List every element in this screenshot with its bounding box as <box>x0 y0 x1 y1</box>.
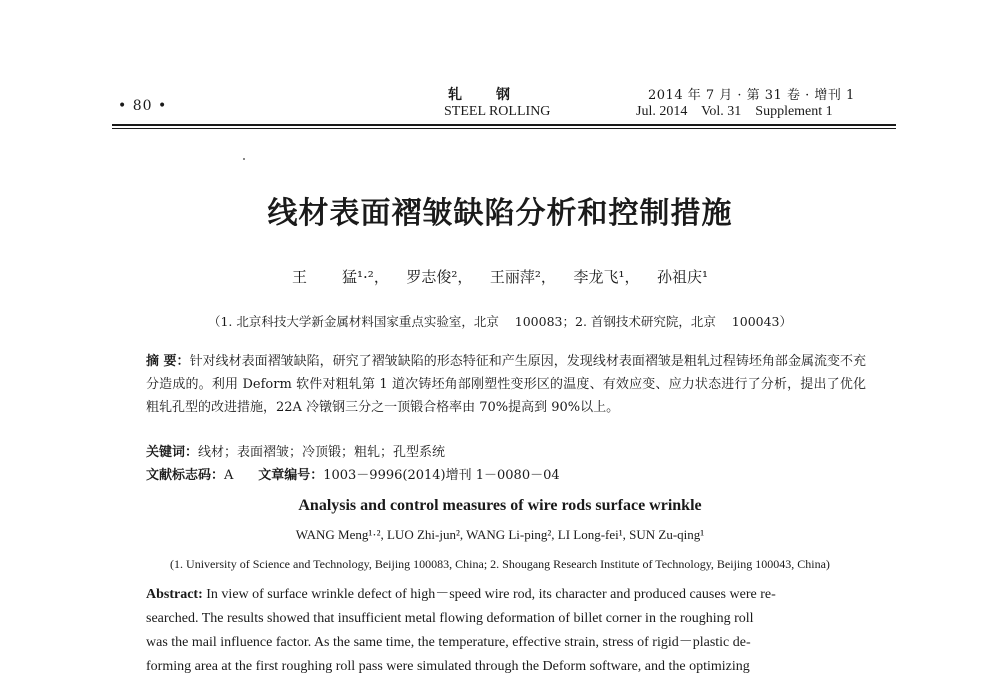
keywords-cn-text: 线材；表面褶皱；冷顶锻；粗轧；孔型系统 <box>198 445 446 460</box>
journal-name-en: STEEL ROLLING <box>444 104 551 119</box>
header-rule <box>112 124 896 126</box>
abstract-en <box>146 583 860 679</box>
abstract-en-line <box>146 583 860 607</box>
article-no-value: 1003－9996(2014)增刊 1－0080－04 <box>323 468 560 483</box>
journal-name-cn: 轧钢 <box>448 87 544 103</box>
abstract-en-line: was the mail influence factor. As the same time, the temperature, effective strain, stress of rigid－plastic de- <box>146 635 751 650</box>
affiliation-en: (1. University of Science and Technology, Beijing 100083, China; 2. Shougang Research Institute of Technology, Beijing 100043, China) <box>170 557 830 571</box>
document-info-cn <box>146 464 866 487</box>
affiliation-cn: （1. 北京科技大学新金属材料国家重点实验室，北京 100083；2. 首钢技术研究院，北京 100043） <box>207 314 793 329</box>
doc-code-value: A <box>224 468 234 483</box>
doc-code-label: 文献标志码： <box>146 468 225 483</box>
abstract-en-line-text: In view of surface wrinkle defect of high－speed wire rod, its character and produced causes were re- <box>206 587 776 602</box>
abstract-en-line: forming area at the first roughing roll pass were simulated through the Deform software, and the optimizing <box>146 659 750 674</box>
abstract-en-label: Abstract: <box>146 587 203 602</box>
authors-cn: 王 猛¹·²， 罗志俊²， 王丽萍²， 李龙飞¹， 孙祖庆¹ <box>291 268 709 286</box>
issue-info-en: Jul. 2014 Vol. 31 Supplement 1 <box>636 104 833 119</box>
abstract-en-line: searched. The results showed that insufficient metal flowing deformation of billet corner in the roughing roll <box>146 611 754 626</box>
keywords-cn-label: 关键词： <box>146 445 199 460</box>
header-rule-thin <box>112 128 896 129</box>
article-title-cn: 线材表面褶皱缺陷分析和控制措施 <box>267 196 733 231</box>
scan-speck <box>243 158 245 160</box>
page-number: • 80 • <box>118 98 168 114</box>
abstract-cn-text: 针对线材表面褶皱缺陷，研究了褶皱缺陷的形态特征和产生原因，发现线材表面褶皱是粗轧过程铸坯角部金属流变不充分造成的。利用 Deform 软件对粗轧第 1 道次铸坯角部刚塑性变形区的温度、有效应变、应力状态进行了分析，提出了优化粗轧孔型的改进措施，22A 冷镦钢三分之一顶锻合格率由 70%提高到 90%以上。 <box>146 354 866 415</box>
article-title-en: Analysis and control measures of wire rods surface wrinkle <box>298 497 702 514</box>
abstract-cn-label: 摘 要： <box>146 354 190 369</box>
abstract-cn <box>146 350 866 419</box>
issue-info-cn: 2014 年 7 月 · 第 31 卷 · 增刊 1 <box>648 88 855 103</box>
authors-en: WANG Meng¹·², LUO Zhi-jun², WANG Li-ping², LI Long-fei¹, SUN Zu-qing¹ <box>295 527 705 542</box>
article-no-label: 文章编号： <box>258 468 324 483</box>
keywords-cn <box>146 441 866 464</box>
